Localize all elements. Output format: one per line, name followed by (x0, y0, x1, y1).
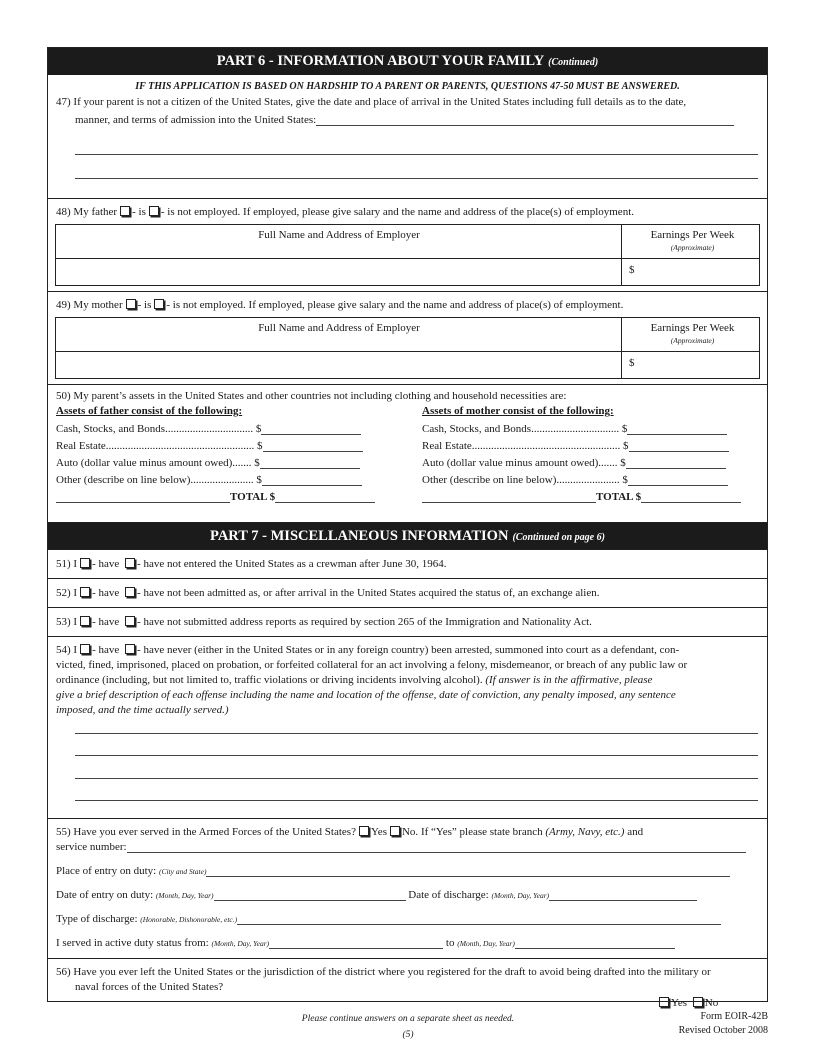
form-id: Form EOIR-42B (700, 1011, 768, 1022)
father-real-label: Real Estate...................................................... $ (56, 440, 263, 452)
q54-answer-line4[interactable] (75, 800, 758, 801)
mother-employer-table (55, 317, 760, 379)
q54-answer-line3[interactable] (75, 778, 758, 779)
part6-title: PART 6 - INFORMATION ABOUT YOUR FAMILY (216, 53, 545, 69)
q56-no-checkbox[interactable] (693, 997, 703, 1007)
father-employer-input[interactable] (58, 261, 618, 283)
hardship-notice: IF THIS APPLICATION IS BASED ON HARDSHIP TO A PARENT OR PARENTS, QUESTIONS 47-50 MUST BE ANSWERED. (135, 81, 680, 92)
q52-i: I (73, 587, 78, 599)
question-54-section (48, 637, 767, 819)
father-earnings-dollar[interactable]: $ (629, 264, 635, 276)
part7-header (48, 523, 767, 550)
q54-i: I (73, 644, 78, 656)
q55-yes-checkbox[interactable] (359, 826, 369, 836)
dates-row (56, 889, 697, 901)
q54-text-line3 (56, 674, 652, 686)
question-52-section (48, 579, 767, 608)
place-entry-input[interactable] (206, 865, 730, 877)
father-total-row (56, 491, 375, 503)
date-discharge-hint: (Month, Day, Year) (491, 891, 550, 900)
q50-text: 50) My parent’s assets in the United States and other countries not including clothing and household necessities are: (56, 390, 567, 402)
mother-earnings-header: Earnings Per Week (650, 322, 735, 334)
father-assets-title: Assets of father consist of the following: (56, 405, 243, 417)
active-duty-to-input[interactable] (515, 937, 675, 949)
q52-have-not-label: - have not been admitted as, or after arrival in the United States acquired the status of, an exchange alien. (137, 587, 600, 599)
mother-total-input[interactable] (641, 492, 741, 503)
q55-service-number-input[interactable] (127, 841, 746, 853)
father-cash-row (56, 423, 361, 435)
q55-and: and (627, 826, 644, 838)
mother-cash-label: Cash, Stocks, and Bonds................................ $ (422, 423, 628, 435)
type-discharge-label: Type of discharge: (56, 913, 138, 925)
question-47-section (48, 75, 767, 199)
mother-cash-input[interactable] (627, 424, 727, 435)
father-auto-input[interactable] (260, 458, 360, 469)
q47-label: manner, and terms of admission into the United States: (75, 114, 317, 126)
q51-have-not-checkbox[interactable] (125, 558, 135, 568)
q55-service-number-label: service number: (56, 841, 127, 853)
mother-real-label: Real Estate...................................................... $ (422, 440, 629, 452)
place-entry-row (56, 865, 730, 877)
place-entry-hint: (City and State) (158, 867, 207, 876)
father-earnings-header: Earnings Per Week (650, 229, 735, 241)
part7-subtitle: (Continued on page 6) (512, 532, 605, 543)
mother-real-input[interactable] (629, 441, 729, 452)
q51-have-checkbox[interactable] (80, 558, 90, 568)
q53-have-checkbox[interactable] (80, 616, 90, 626)
question-53-section (48, 608, 767, 637)
q49-text (56, 299, 623, 311)
q47-text-line2 (75, 114, 734, 126)
father-employer-table (55, 224, 760, 286)
q54-text-line5: imposed, and the time actually served.) (56, 704, 229, 716)
q47-text-line1: 47) If your parent is not a citizen of the United States, give the date and place of arrival in the United States including full details as to the date, (56, 96, 687, 108)
mother-total-row (422, 491, 741, 503)
q53-have-not-label: - have not submitted address reports as required by section 265 of the Immigration and Nationality Act. (137, 616, 592, 628)
q51-have-not-label: - have not entered the United States as a crewman after June 30, 1964. (137, 558, 447, 570)
q52-have-label: - have (92, 587, 120, 599)
date-entry-label: Date of entry on duty: (56, 889, 154, 901)
father-other-input[interactable] (262, 475, 362, 486)
q53-i: I (73, 616, 78, 628)
q56-yes-label: Yes (671, 997, 688, 1009)
q54-text-line2: victed, fined, imprisoned, placed on probation, or forfeited collateral for an act involving a felony, misdemeanor, or breach of any public law or (56, 659, 688, 671)
continue-note: Please continue answers on a separate sheet as needed. (301, 1014, 515, 1024)
q54-answer-line1[interactable] (75, 733, 758, 734)
revised-date: Revised October 2008 (678, 1025, 768, 1036)
q52-have-checkbox[interactable] (80, 587, 90, 597)
date-entry-hint: (Month, Day, Year) (155, 891, 214, 900)
active-duty-label: I served in active duty status from: (56, 937, 209, 949)
date-entry-input[interactable] (214, 889, 406, 901)
question-50-section (48, 385, 767, 523)
father-cash-input[interactable] (261, 424, 361, 435)
q56-text-line1: 56) Have you ever left the United States or the jurisdiction of the district where you registered for the draft to avoid being drafted into the military or (56, 966, 711, 978)
page-number: (5) (402, 1030, 414, 1040)
q56-answer (656, 997, 718, 1009)
mother-total-label: TOTAL $ (596, 491, 642, 503)
father-cash-label: Cash, Stocks, and Bonds................................ $ (56, 423, 262, 435)
q49-is-checkbox[interactable] (126, 299, 136, 309)
q53-have-not-checkbox[interactable] (125, 616, 135, 626)
place-entry-label: Place of entry on duty: (56, 865, 157, 877)
q55-state-branch: If “Yes” please state branch (420, 826, 543, 838)
father-total-input[interactable] (275, 492, 375, 503)
question-55-section (48, 819, 767, 959)
q48-text (56, 206, 634, 218)
q47-answer-line1[interactable] (316, 114, 734, 126)
father-earnings-approx: (Approximate) (670, 243, 715, 252)
q55-branch-examples: (Army, Navy, etc.) (545, 826, 625, 838)
active-duty-row (56, 937, 675, 949)
father-auto-label: Auto (dollar value minus amount owed)....... $ (56, 457, 260, 469)
question-49-section (48, 292, 767, 385)
q54-have-never-label: - have never (either in the United States or in any foreign country) been arrested, summoned into court as a defendant, con- (137, 644, 680, 656)
q55-service-number-row (56, 841, 746, 853)
q49-label: 49) My mother (56, 299, 123, 311)
q51-have-label: - have (92, 558, 120, 570)
q54-have-checkbox[interactable] (80, 644, 90, 654)
father-real-row (56, 440, 363, 452)
father-total-label: TOTAL $ (230, 491, 276, 503)
q54-line3-italic: (If answer is in the affirmative, please (485, 674, 653, 686)
mother-table-divider (56, 351, 759, 352)
father-auto-row (56, 457, 360, 469)
mother-earnings-approx: (Approximate) (670, 336, 715, 345)
q55-question: 55) Have you ever served in the Armed Forces of the United States? (56, 826, 356, 838)
mother-auto-input[interactable] (626, 458, 726, 469)
active-duty-to-hint: (Month, Day, Year) (457, 939, 515, 948)
part6-header (48, 48, 767, 75)
date-discharge-label: Date of discharge: (408, 889, 489, 901)
part6-subtitle: (Continued) (548, 57, 599, 68)
mother-other-description-line[interactable] (422, 492, 596, 503)
q48-is-not-checkbox[interactable] (149, 206, 159, 216)
father-real-input[interactable] (263, 441, 363, 452)
q49-is-not-label: - is not employed. If employed, please give salary and the name and address of place(s) of employment. (166, 299, 624, 311)
father-other-label: Other (describe on line below)....................... $ (56, 474, 262, 486)
q48-is-label: - is (132, 206, 146, 218)
mother-employer-header: Full Name and Address of Employer (258, 322, 420, 334)
date-discharge-input[interactable] (549, 889, 697, 901)
q55-yes-label: Yes (370, 826, 387, 838)
mother-auto-row (422, 457, 726, 469)
mother-earnings-dollar[interactable]: $ (629, 357, 635, 369)
q48-is-checkbox[interactable] (120, 206, 130, 216)
active-duty-to-label: to (445, 937, 455, 949)
q54-have-never-checkbox[interactable] (125, 644, 135, 654)
mother-auto-label: Auto (dollar value minus amount owed)....... $ (422, 457, 626, 469)
q48-label: 48) My father (56, 206, 118, 218)
q51-i: I (73, 558, 78, 570)
question-56-section (48, 959, 767, 1009)
q47-answer-line3[interactable] (75, 178, 758, 179)
form-page (47, 47, 768, 1009)
type-discharge-hint: (Honorable, Dishonorable, etc.) (140, 915, 238, 924)
father-other-row (56, 474, 362, 486)
type-discharge-row (56, 913, 721, 925)
question-48-section (48, 199, 767, 292)
father-employer-header: Full Name and Address of Employer (258, 229, 420, 241)
q53-have-label: - have (92, 616, 120, 628)
mother-cash-row (422, 423, 727, 435)
q54-text-line1 (56, 644, 679, 656)
q51-number: 51) (56, 558, 71, 570)
q55-text-line1 (56, 826, 643, 838)
mother-other-label: Other (describe on line below)....................... $ (422, 474, 628, 486)
q47-answer-line2[interactable] (75, 154, 758, 155)
mother-assets-title: Assets of mother consist of the following: (422, 405, 614, 417)
q54-number: 54) (56, 644, 71, 656)
active-duty-from-input[interactable] (269, 937, 443, 949)
mother-other-input[interactable] (628, 475, 728, 486)
q48-is-not-label: - is not employed. If employed, please give salary and the name and address of the place(s) of employment. (160, 206, 634, 218)
q49-is-label: - is (137, 299, 152, 311)
question-51-section (48, 550, 767, 579)
q56-yes-checkbox[interactable] (659, 997, 669, 1007)
q54-text-line4: give a brief description of each offense including the name and location of the offense, date of conviction, any penalty imposed, any sentence (56, 689, 676, 701)
mother-real-row (422, 440, 729, 452)
q53-text (56, 616, 592, 628)
q52-number: 52) (56, 587, 71, 599)
q55-no-checkbox[interactable] (390, 826, 400, 836)
q51-text (56, 558, 446, 570)
father-other-description-line[interactable] (56, 492, 230, 503)
q54-line3-plain: ordinance (including, but not limited to, traffic violations or driving incidents involving alcohol). (56, 674, 483, 686)
q56-text-line2: naval forces of the United States? (75, 981, 224, 993)
q53-number: 53) (56, 616, 71, 628)
q52-text (56, 587, 599, 599)
q55-no-label: No. (401, 826, 419, 838)
mother-other-row (422, 474, 728, 486)
q49-is-not-checkbox[interactable] (154, 299, 164, 309)
q54-answer-line2[interactable] (75, 755, 758, 756)
father-table-divider (56, 258, 759, 259)
mother-employer-input[interactable] (58, 354, 618, 376)
active-duty-from-hint: (Month, Day, Year) (211, 939, 270, 948)
q52-have-not-checkbox[interactable] (125, 587, 135, 597)
q56-no-label: No (704, 997, 719, 1009)
q54-have-label: - have (92, 644, 120, 656)
type-discharge-input[interactable] (237, 913, 721, 925)
part7-title: PART 7 - MISCELLANEOUS INFORMATION (210, 528, 509, 544)
